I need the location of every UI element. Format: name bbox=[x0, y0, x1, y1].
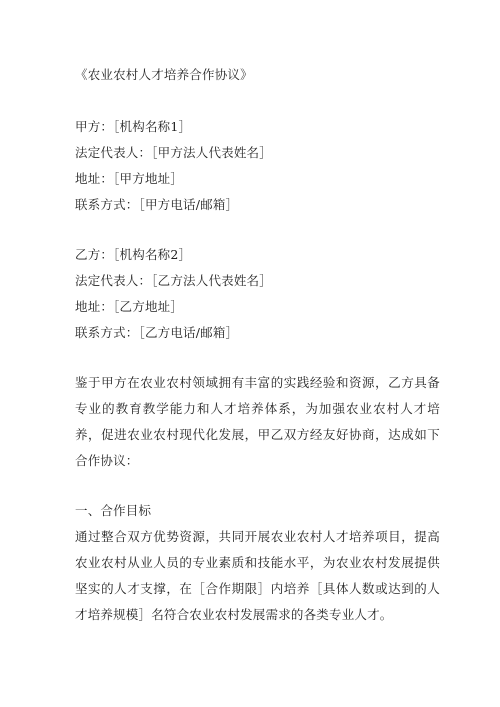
spacer bbox=[75, 474, 440, 498]
preamble-paragraph: 鉴于甲方在农业农村领域拥有丰富的实践经验和资源，乙方具备专业的教育教学能力和人才培养体系，为加强农业农村人才培养，促进农业农村现代化发展，甲乙双方经友好协商，达成如下合作协议： bbox=[75, 375, 440, 468]
spacer bbox=[75, 346, 440, 370]
party-b-name: 乙方：［机构名称2］ bbox=[75, 247, 192, 262]
party-a-block bbox=[75, 114, 440, 218]
party-a-name: 甲方：［机构名称1］ bbox=[75, 119, 192, 134]
section-1-heading: 一、合作目标 bbox=[75, 503, 152, 518]
party-a-address: 地址：［甲方地址］ bbox=[75, 171, 184, 186]
spacer bbox=[75, 218, 440, 242]
section-1-body: 通过整合双方优势资源，共同开展农业农村人才培养项目，提高农业农村从业人员的专业素质和技能水平，为农业农村发展提供坚实的人才支撑，在［合作期限］内培养［具体人数或达到的人才培养规模］名符合农业农村发展需求的各类专业人才。 bbox=[75, 529, 440, 622]
document-title: 《农业农村人才培养合作协议》 bbox=[75, 67, 253, 82]
section-1 bbox=[75, 498, 440, 628]
party-a-contact: 联系方式：［甲方电话/邮箱］ bbox=[75, 197, 239, 212]
party-b-address: 地址：［乙方地址］ bbox=[75, 299, 184, 314]
party-b-block bbox=[75, 242, 440, 346]
party-a-legal-rep: 法定代表人：［甲方法人代表姓名］ bbox=[75, 145, 272, 160]
party-b-contact: 联系方式：［乙方电话/邮箱］ bbox=[75, 325, 239, 340]
agreement-document bbox=[75, 62, 440, 628]
party-b-legal-rep: 法定代表人：［乙方法人代表姓名］ bbox=[75, 273, 272, 288]
